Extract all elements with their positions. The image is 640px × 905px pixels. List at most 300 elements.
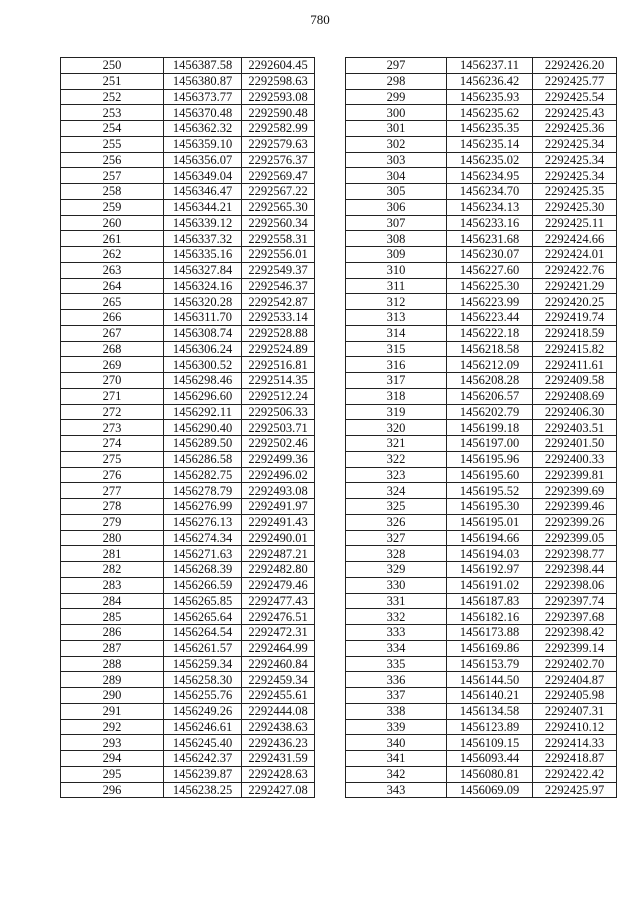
y-coordinate-cell: 2292425.97 — [533, 782, 617, 798]
y-coordinate-cell: 2292459.34 — [242, 672, 315, 688]
y-coordinate-cell: 2292556.01 — [242, 247, 315, 263]
point-number-cell: 321 — [346, 436, 447, 452]
point-number-cell: 262 — [61, 247, 164, 263]
table-row — [61, 231, 315, 247]
x-coordinate-cell: 1456208.28 — [447, 373, 533, 389]
table-row — [346, 656, 617, 672]
table-row — [346, 105, 617, 121]
point-number-cell: 335 — [346, 656, 447, 672]
x-coordinate-cell: 1456245.40 — [164, 735, 242, 751]
y-coordinate-cell: 2292533.14 — [242, 310, 315, 326]
y-coordinate-cell: 2292487.21 — [242, 546, 315, 562]
table-row — [61, 451, 315, 467]
table-row — [346, 58, 617, 74]
point-number-cell: 316 — [346, 357, 447, 373]
y-coordinate-cell: 2292426.20 — [533, 58, 617, 74]
page-number: 780 — [310, 12, 330, 27]
y-coordinate-cell: 2292444.08 — [242, 703, 315, 719]
y-coordinate-cell: 2292397.74 — [533, 593, 617, 609]
table-row — [61, 89, 315, 105]
y-coordinate-cell: 2292576.37 — [242, 152, 315, 168]
y-coordinate-cell: 2292565.30 — [242, 199, 315, 215]
point-number-cell: 330 — [346, 577, 447, 593]
point-number-cell: 258 — [61, 184, 164, 200]
point-number-cell: 301 — [346, 121, 447, 137]
x-coordinate-cell: 1456192.97 — [447, 562, 533, 578]
x-coordinate-cell: 1456223.44 — [447, 310, 533, 326]
point-number-cell: 298 — [346, 73, 447, 89]
x-coordinate-cell: 1456234.70 — [447, 184, 533, 200]
point-number-cell: 270 — [61, 373, 164, 389]
y-coordinate-cell: 2292399.46 — [533, 499, 617, 515]
point-number-cell: 276 — [61, 467, 164, 483]
table-row — [346, 546, 617, 562]
point-number-cell: 299 — [346, 89, 447, 105]
y-coordinate-cell: 2292479.46 — [242, 577, 315, 593]
x-coordinate-cell: 1456069.09 — [447, 782, 533, 798]
y-coordinate-cell: 2292425.54 — [533, 89, 617, 105]
y-coordinate-cell: 2292582.99 — [242, 121, 315, 137]
table-row — [61, 530, 315, 546]
x-coordinate-cell: 1456300.52 — [164, 357, 242, 373]
x-coordinate-cell: 1456380.87 — [164, 73, 242, 89]
table-row — [61, 609, 315, 625]
y-coordinate-cell: 2292579.63 — [242, 136, 315, 152]
x-coordinate-cell: 1456356.07 — [164, 152, 242, 168]
y-coordinate-cell: 2292490.01 — [242, 530, 315, 546]
point-number-cell: 293 — [61, 735, 164, 751]
table-row — [346, 294, 617, 310]
x-coordinate-cell: 1456274.34 — [164, 530, 242, 546]
y-coordinate-cell: 2292560.34 — [242, 215, 315, 231]
y-coordinate-cell: 2292491.43 — [242, 514, 315, 530]
y-coordinate-cell: 2292406.30 — [533, 404, 617, 420]
table-row — [61, 546, 315, 562]
table-row — [61, 404, 315, 420]
table-row — [61, 483, 315, 499]
point-number-cell: 257 — [61, 168, 164, 184]
point-number-cell: 268 — [61, 341, 164, 357]
table-row — [61, 168, 315, 184]
x-coordinate-cell: 1456335.16 — [164, 247, 242, 263]
x-coordinate-cell: 1456292.11 — [164, 404, 242, 420]
table-row — [346, 483, 617, 499]
x-coordinate-cell: 1456238.25 — [164, 782, 242, 798]
x-coordinate-cell: 1456290.40 — [164, 420, 242, 436]
x-coordinate-cell: 1456231.68 — [447, 231, 533, 247]
y-coordinate-cell: 2292477.43 — [242, 593, 315, 609]
point-number-cell: 263 — [61, 262, 164, 278]
y-coordinate-cell: 2292418.59 — [533, 325, 617, 341]
y-coordinate-cell: 2292397.68 — [533, 609, 617, 625]
point-number-cell: 277 — [61, 483, 164, 499]
y-coordinate-cell: 2292421.29 — [533, 278, 617, 294]
x-coordinate-cell: 1456134.58 — [447, 703, 533, 719]
table-row — [346, 404, 617, 420]
table-row — [346, 215, 617, 231]
x-coordinate-cell: 1456370.48 — [164, 105, 242, 121]
table-row — [61, 782, 315, 798]
table-row — [61, 436, 315, 452]
y-coordinate-cell: 2292403.51 — [533, 420, 617, 436]
y-coordinate-cell: 2292411.61 — [533, 357, 617, 373]
table-row — [61, 325, 315, 341]
y-coordinate-cell: 2292410.12 — [533, 719, 617, 735]
table-row — [61, 199, 315, 215]
x-coordinate-cell: 1456265.64 — [164, 609, 242, 625]
table-row — [346, 751, 617, 767]
x-coordinate-cell: 1456278.79 — [164, 483, 242, 499]
point-number-cell: 342 — [346, 766, 447, 782]
point-number-cell: 339 — [346, 719, 447, 735]
table-row — [346, 719, 617, 735]
x-coordinate-cell: 1456349.04 — [164, 168, 242, 184]
x-coordinate-cell: 1456237.11 — [447, 58, 533, 74]
x-coordinate-cell: 1456235.62 — [447, 105, 533, 121]
point-number-cell: 303 — [346, 152, 447, 168]
table-row — [61, 73, 315, 89]
point-number-cell: 289 — [61, 672, 164, 688]
table-row — [61, 58, 315, 74]
y-coordinate-cell: 2292455.61 — [242, 688, 315, 704]
table-row — [346, 357, 617, 373]
point-number-cell: 287 — [61, 640, 164, 656]
table-row — [346, 73, 617, 89]
x-coordinate-cell: 1456373.77 — [164, 89, 242, 105]
table-row — [61, 672, 315, 688]
table-row — [61, 656, 315, 672]
y-coordinate-cell: 2292424.66 — [533, 231, 617, 247]
y-coordinate-cell: 2292502.46 — [242, 436, 315, 452]
y-coordinate-cell: 2292460.84 — [242, 656, 315, 672]
point-number-cell: 324 — [346, 483, 447, 499]
y-coordinate-cell: 2292404.87 — [533, 672, 617, 688]
x-coordinate-cell: 1456306.24 — [164, 341, 242, 357]
table-row — [346, 609, 617, 625]
x-coordinate-cell: 1456153.79 — [447, 656, 533, 672]
y-coordinate-cell: 2292399.26 — [533, 514, 617, 530]
y-coordinate-cell: 2292524.89 — [242, 341, 315, 357]
point-number-cell: 285 — [61, 609, 164, 625]
x-coordinate-cell: 1456387.58 — [164, 58, 242, 74]
x-coordinate-cell: 1456346.47 — [164, 184, 242, 200]
table-row — [346, 89, 617, 105]
table-row — [346, 703, 617, 719]
point-number-cell: 292 — [61, 719, 164, 735]
y-coordinate-cell: 2292503.71 — [242, 420, 315, 436]
point-number-cell: 337 — [346, 688, 447, 704]
y-coordinate-cell: 2292405.98 — [533, 688, 617, 704]
x-coordinate-cell: 1456339.12 — [164, 215, 242, 231]
point-number-cell: 323 — [346, 467, 447, 483]
y-coordinate-cell: 2292598.63 — [242, 73, 315, 89]
table-row — [346, 184, 617, 200]
x-coordinate-cell: 1456239.87 — [164, 766, 242, 782]
y-coordinate-cell: 2292549.37 — [242, 262, 315, 278]
table-row — [61, 420, 315, 436]
y-coordinate-cell: 2292476.51 — [242, 609, 315, 625]
y-coordinate-cell: 2292409.58 — [533, 373, 617, 389]
x-coordinate-cell: 1456182.16 — [447, 609, 533, 625]
y-coordinate-cell: 2292512.24 — [242, 388, 315, 404]
point-number-cell: 317 — [346, 373, 447, 389]
point-number-cell: 254 — [61, 121, 164, 137]
y-coordinate-cell: 2292499.36 — [242, 451, 315, 467]
x-coordinate-cell: 1456212.09 — [447, 357, 533, 373]
y-coordinate-cell: 2292431.59 — [242, 751, 315, 767]
y-coordinate-cell: 2292593.08 — [242, 89, 315, 105]
x-coordinate-cell: 1456093.44 — [447, 751, 533, 767]
y-coordinate-cell: 2292425.77 — [533, 73, 617, 89]
point-number-cell: 311 — [346, 278, 447, 294]
point-number-cell: 320 — [346, 420, 447, 436]
x-coordinate-cell: 1456191.02 — [447, 577, 533, 593]
table-row — [346, 136, 617, 152]
table-row — [346, 420, 617, 436]
x-coordinate-cell: 1456144.50 — [447, 672, 533, 688]
x-coordinate-cell: 1456235.14 — [447, 136, 533, 152]
table-row — [346, 121, 617, 137]
x-coordinate-cell: 1456123.89 — [447, 719, 533, 735]
x-coordinate-cell: 1456187.83 — [447, 593, 533, 609]
point-number-cell: 252 — [61, 89, 164, 105]
table-row — [61, 294, 315, 310]
point-number-cell: 286 — [61, 625, 164, 641]
point-number-cell: 336 — [346, 672, 447, 688]
table-row — [346, 325, 617, 341]
x-coordinate-cell: 1456223.99 — [447, 294, 533, 310]
table-row — [346, 593, 617, 609]
point-number-cell: 284 — [61, 593, 164, 609]
x-coordinate-cell: 1456195.60 — [447, 467, 533, 483]
y-coordinate-cell: 2292496.02 — [242, 467, 315, 483]
table-row — [346, 373, 617, 389]
point-number-cell: 251 — [61, 73, 164, 89]
point-number-cell: 304 — [346, 168, 447, 184]
y-coordinate-cell: 2292399.14 — [533, 640, 617, 656]
table-row — [346, 499, 617, 515]
table-row — [346, 530, 617, 546]
y-coordinate-cell: 2292506.33 — [242, 404, 315, 420]
table-row — [61, 373, 315, 389]
y-coordinate-cell: 2292422.76 — [533, 262, 617, 278]
y-coordinate-cell: 2292558.31 — [242, 231, 315, 247]
x-coordinate-cell: 1456109.15 — [447, 735, 533, 751]
point-number-cell: 295 — [61, 766, 164, 782]
table-row — [61, 105, 315, 121]
x-coordinate-cell: 1456359.10 — [164, 136, 242, 152]
point-number-cell: 253 — [61, 105, 164, 121]
y-coordinate-cell: 2292407.31 — [533, 703, 617, 719]
x-coordinate-cell: 1456261.57 — [164, 640, 242, 656]
table-row — [346, 577, 617, 593]
table-row — [346, 168, 617, 184]
table-row — [61, 766, 315, 782]
point-number-cell: 310 — [346, 262, 447, 278]
y-coordinate-cell: 2292425.36 — [533, 121, 617, 137]
x-coordinate-cell: 1456230.07 — [447, 247, 533, 263]
table-row — [346, 247, 617, 263]
table-row — [61, 625, 315, 641]
point-number-cell: 273 — [61, 420, 164, 436]
table-row — [61, 262, 315, 278]
y-coordinate-cell: 2292420.25 — [533, 294, 617, 310]
x-coordinate-cell: 1456194.66 — [447, 530, 533, 546]
x-coordinate-cell: 1456324.16 — [164, 278, 242, 294]
table-row — [346, 278, 617, 294]
point-number-cell: 275 — [61, 451, 164, 467]
y-coordinate-cell: 2292514.35 — [242, 373, 315, 389]
x-coordinate-cell: 1456259.34 — [164, 656, 242, 672]
x-coordinate-cell: 1456234.95 — [447, 168, 533, 184]
y-coordinate-cell: 2292542.87 — [242, 294, 315, 310]
x-coordinate-cell: 1456195.01 — [447, 514, 533, 530]
y-coordinate-cell: 2292604.45 — [242, 58, 315, 74]
y-coordinate-cell: 2292569.47 — [242, 168, 315, 184]
point-number-cell: 312 — [346, 294, 447, 310]
table-row — [346, 152, 617, 168]
point-number-cell: 338 — [346, 703, 447, 719]
x-coordinate-cell: 1456255.76 — [164, 688, 242, 704]
y-coordinate-cell: 2292414.33 — [533, 735, 617, 751]
x-coordinate-cell: 1456282.75 — [164, 467, 242, 483]
x-coordinate-cell: 1456264.54 — [164, 625, 242, 641]
point-number-cell: 305 — [346, 184, 447, 200]
x-coordinate-cell: 1456227.60 — [447, 262, 533, 278]
x-coordinate-cell: 1456173.88 — [447, 625, 533, 641]
y-coordinate-cell: 2292424.01 — [533, 247, 617, 263]
x-coordinate-cell: 1456235.35 — [447, 121, 533, 137]
table-row — [346, 672, 617, 688]
x-coordinate-cell: 1456242.37 — [164, 751, 242, 767]
x-coordinate-cell: 1456266.59 — [164, 577, 242, 593]
y-coordinate-cell: 2292436.23 — [242, 735, 315, 751]
x-coordinate-cell: 1456194.03 — [447, 546, 533, 562]
coordinates-table-left — [60, 57, 315, 798]
y-coordinate-cell: 2292590.48 — [242, 105, 315, 121]
x-coordinate-cell: 1456199.18 — [447, 420, 533, 436]
x-coordinate-cell: 1456140.21 — [447, 688, 533, 704]
point-number-cell: 256 — [61, 152, 164, 168]
y-coordinate-cell: 2292493.08 — [242, 483, 315, 499]
table-row — [61, 467, 315, 483]
y-coordinate-cell: 2292425.34 — [533, 136, 617, 152]
y-coordinate-cell: 2292402.70 — [533, 656, 617, 672]
x-coordinate-cell: 1456195.96 — [447, 451, 533, 467]
y-coordinate-cell: 2292398.42 — [533, 625, 617, 641]
table-row — [346, 766, 617, 782]
point-number-cell: 260 — [61, 215, 164, 231]
point-number-cell: 288 — [61, 656, 164, 672]
table-row — [61, 562, 315, 578]
x-coordinate-cell: 1456218.58 — [447, 341, 533, 357]
table-row — [61, 278, 315, 294]
table-row — [346, 388, 617, 404]
x-coordinate-cell: 1456222.18 — [447, 325, 533, 341]
table-row — [61, 121, 315, 137]
x-coordinate-cell: 1456265.85 — [164, 593, 242, 609]
point-number-cell: 300 — [346, 105, 447, 121]
point-number-cell: 307 — [346, 215, 447, 231]
x-coordinate-cell: 1456225.30 — [447, 278, 533, 294]
point-number-cell: 302 — [346, 136, 447, 152]
point-number-cell: 319 — [346, 404, 447, 420]
table-row — [346, 310, 617, 326]
x-coordinate-cell: 1456271.63 — [164, 546, 242, 562]
point-number-cell: 327 — [346, 530, 447, 546]
y-coordinate-cell: 2292422.42 — [533, 766, 617, 782]
table-row — [61, 341, 315, 357]
point-number-cell: 274 — [61, 436, 164, 452]
point-number-cell: 318 — [346, 388, 447, 404]
point-number-cell: 250 — [61, 58, 164, 74]
y-coordinate-cell: 2292464.99 — [242, 640, 315, 656]
table-row — [61, 640, 315, 656]
coordinates-table-body — [346, 58, 617, 798]
y-coordinate-cell: 2292546.37 — [242, 278, 315, 294]
point-number-cell: 326 — [346, 514, 447, 530]
y-coordinate-cell: 2292425.30 — [533, 199, 617, 215]
point-number-cell: 340 — [346, 735, 447, 751]
x-coordinate-cell: 1456258.30 — [164, 672, 242, 688]
x-coordinate-cell: 1456286.58 — [164, 451, 242, 467]
y-coordinate-cell: 2292399.69 — [533, 483, 617, 499]
point-number-cell: 306 — [346, 199, 447, 215]
point-number-cell: 328 — [346, 546, 447, 562]
x-coordinate-cell: 1456195.30 — [447, 499, 533, 515]
x-coordinate-cell: 1456362.32 — [164, 121, 242, 137]
point-number-cell: 315 — [346, 341, 447, 357]
x-coordinate-cell: 1456197.00 — [447, 436, 533, 452]
point-number-cell: 341 — [346, 751, 447, 767]
y-coordinate-cell: 2292438.63 — [242, 719, 315, 735]
table-row — [346, 262, 617, 278]
point-number-cell: 332 — [346, 609, 447, 625]
table-row — [61, 136, 315, 152]
table-row — [346, 562, 617, 578]
y-coordinate-cell: 2292482.80 — [242, 562, 315, 578]
table-row — [61, 215, 315, 231]
point-number-cell: 294 — [61, 751, 164, 767]
table-row — [61, 751, 315, 767]
table-row — [61, 388, 315, 404]
x-coordinate-cell: 1456080.81 — [447, 766, 533, 782]
table-row — [346, 735, 617, 751]
x-coordinate-cell: 1456276.99 — [164, 499, 242, 515]
y-coordinate-cell: 2292425.34 — [533, 168, 617, 184]
point-number-cell: 265 — [61, 294, 164, 310]
x-coordinate-cell: 1456337.32 — [164, 231, 242, 247]
x-coordinate-cell: 1456246.61 — [164, 719, 242, 735]
table-row — [61, 719, 315, 735]
point-number-cell: 314 — [346, 325, 447, 341]
table-row — [61, 357, 315, 373]
point-number-cell: 271 — [61, 388, 164, 404]
x-coordinate-cell: 1456233.16 — [447, 215, 533, 231]
table-row — [61, 577, 315, 593]
point-number-cell: 266 — [61, 310, 164, 326]
y-coordinate-cell: 2292398.06 — [533, 577, 617, 593]
point-number-cell: 272 — [61, 404, 164, 420]
y-coordinate-cell: 2292399.81 — [533, 467, 617, 483]
x-coordinate-cell: 1456235.02 — [447, 152, 533, 168]
y-coordinate-cell: 2292425.34 — [533, 152, 617, 168]
x-coordinate-cell: 1456206.57 — [447, 388, 533, 404]
point-number-cell: 279 — [61, 514, 164, 530]
y-coordinate-cell: 2292425.35 — [533, 184, 617, 200]
y-coordinate-cell: 2292398.44 — [533, 562, 617, 578]
coordinates-table-body — [61, 58, 315, 798]
